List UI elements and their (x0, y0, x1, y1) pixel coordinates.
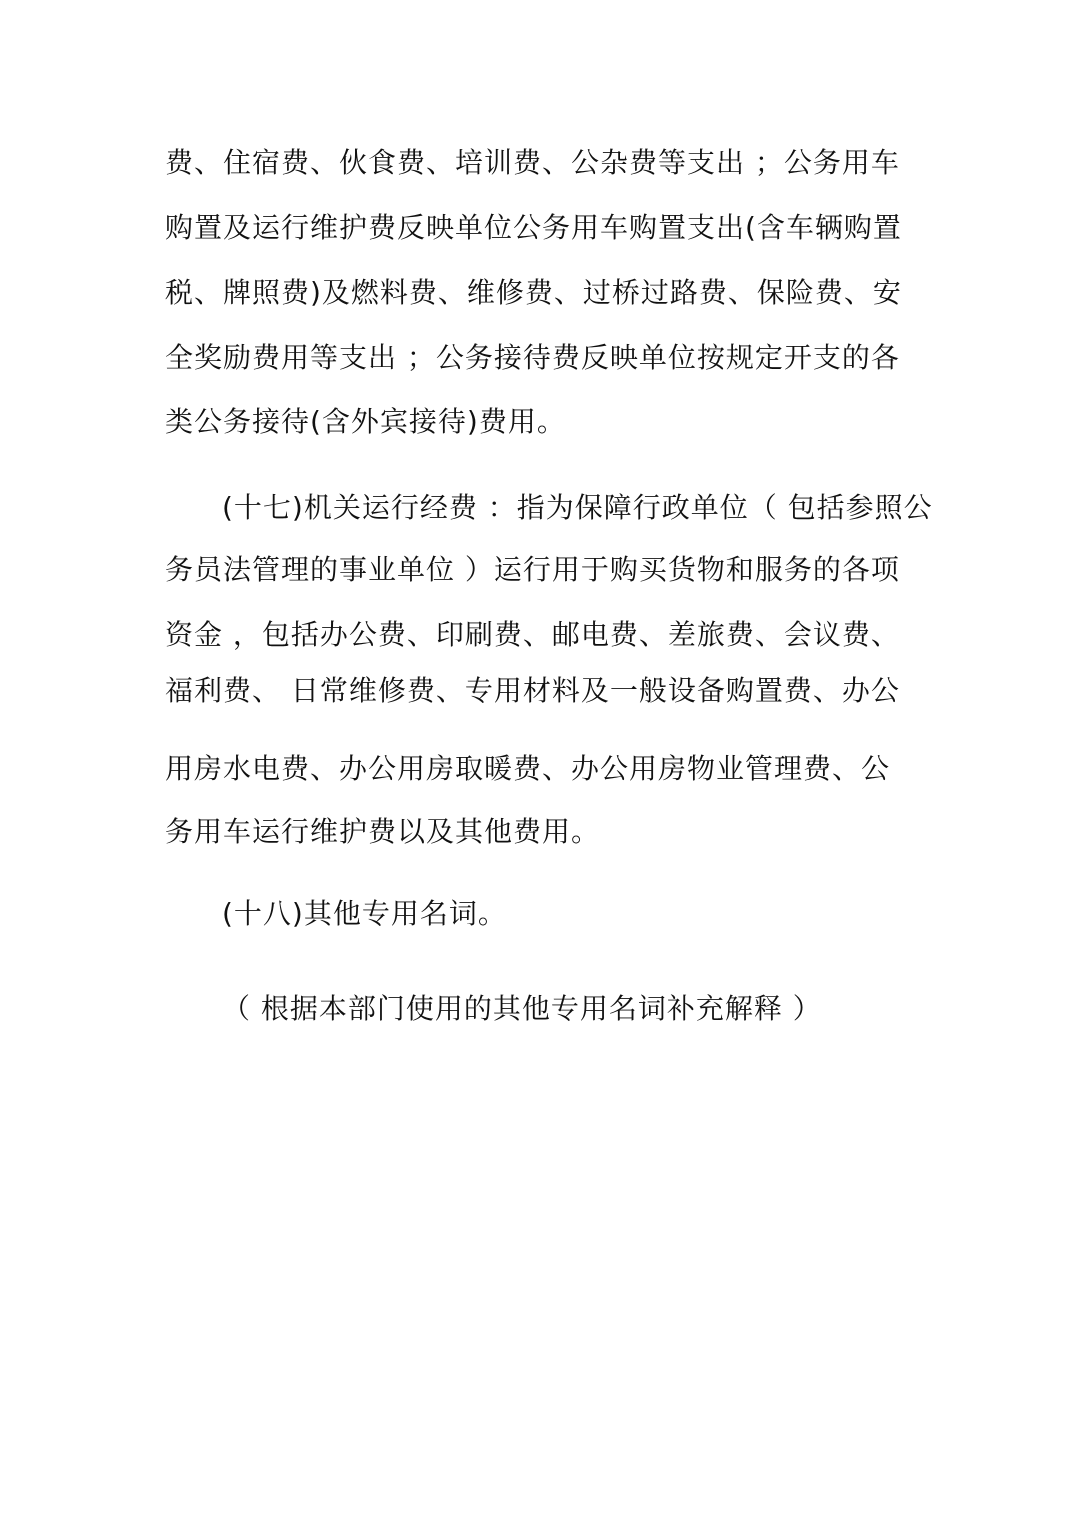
section-heading-17: (十七)机关运行经费 ：指为保障行政单位（ 包括参照公 (222, 491, 933, 524)
section-heading-18: (十八)其他专用名词。 (222, 897, 507, 930)
paragraph-line: 资金 ，包括办公费、印刷费、邮电费、差旅费、会议费、 (165, 618, 900, 651)
paragraph-line: 务员法管理的事业单位 ）运行用于购买货物和服务的各项 (165, 553, 900, 586)
paragraph-line: 类公务接待(含外宾接待)费用。 (165, 405, 566, 438)
paragraph-line: 用房水电费、办公用房取暖费、办公用房物业管理费、公 (165, 752, 891, 785)
paragraph-line: 福利费、 日常维修费、专用材料及一般设备购置费、办公 (165, 674, 900, 707)
note-line: （ 根据本部门使用的其他专用名词补充解释 ） (222, 992, 822, 1025)
paragraph-line: 税、牌照费)及燃料费、维修费、过桥过路费、保险费、安 (165, 276, 902, 309)
paragraph-line: 购置及运行维护费反映单位公务用车购置支出(含车辆购置 (165, 211, 902, 244)
paragraph-line: 费、住宿费、伙食费、培训费、公杂费等支出 ；公务用车 (165, 146, 900, 179)
paragraph-line: 务用车运行维护费以及其他费用。 (165, 815, 601, 848)
paragraph-line: 全奖励费用等支出 ；公务接待费反映单位按规定开支的各 (165, 341, 900, 374)
